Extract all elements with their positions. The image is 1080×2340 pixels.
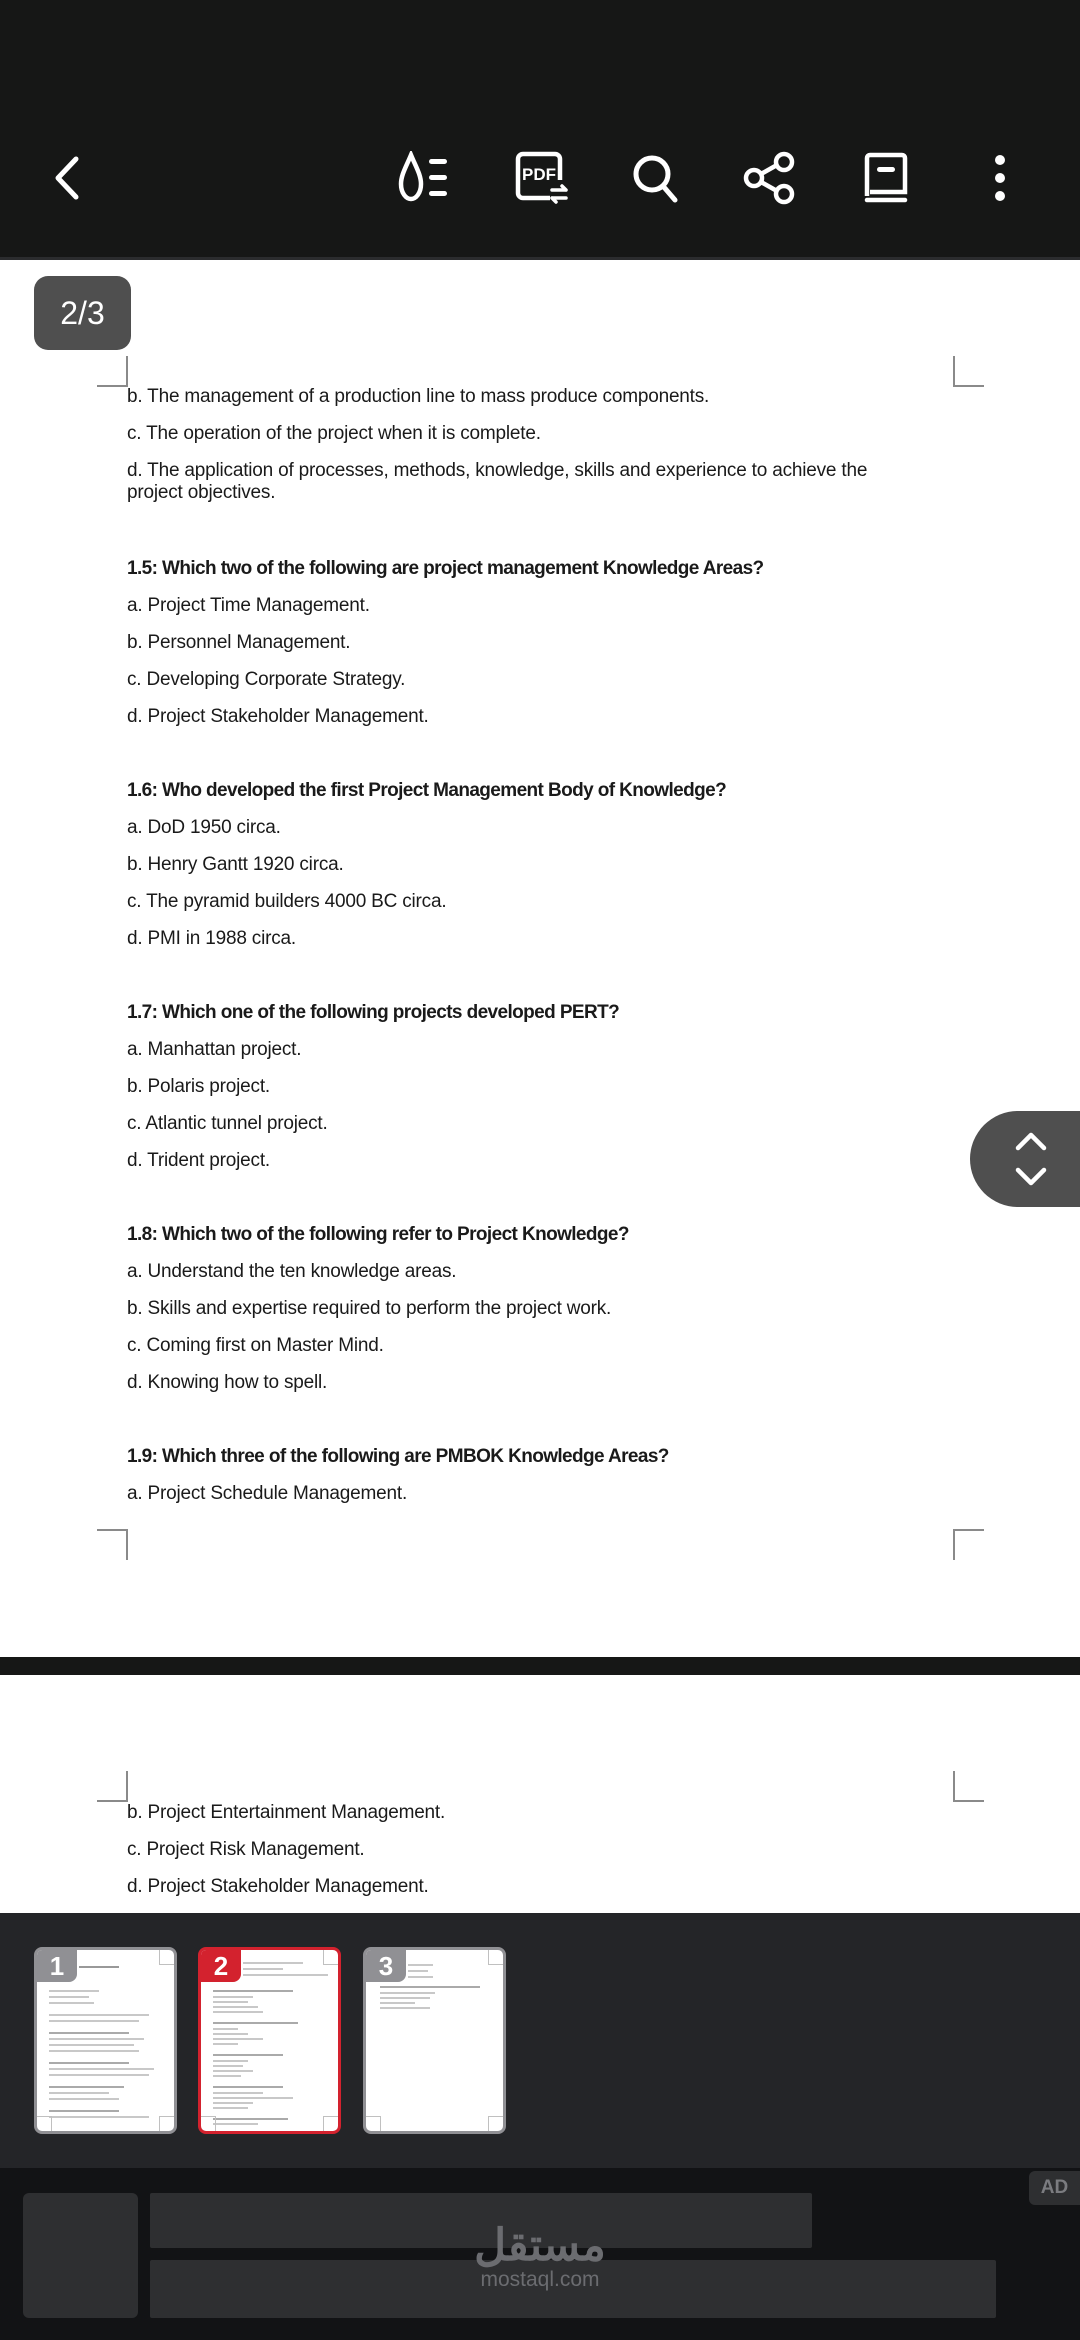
question-title: 1.5: Which two of the following are project management Knowledge Areas?: [127, 558, 764, 579]
status-bar-area: [0, 0, 1080, 120]
answer-option: b. The management of a production line to mass produce components.: [127, 386, 710, 407]
page-separator: [0, 1657, 1080, 1675]
watermark-arabic: مستقل: [474, 2221, 606, 2270]
reading-mode-button[interactable]: [396, 146, 460, 210]
svg-text:PDF: PDF: [522, 165, 556, 184]
answer-option: b. Project Entertainment Management.: [127, 1802, 446, 1823]
crop-mark-top-right: [953, 1771, 984, 1802]
answer-option: b. Skills and expertise required to perform the project work.: [127, 1298, 612, 1319]
pdf-convert-icon: [512, 148, 572, 208]
ad-image-placeholder: [23, 2193, 138, 2318]
back-button[interactable]: [36, 146, 100, 210]
back-icon: [48, 153, 88, 203]
question-title: 1.7: Which one of the following projects developed PERT?: [127, 1002, 620, 1023]
ad-label: AD: [1029, 2171, 1080, 2205]
answer-option: d. Knowing how to spell.: [127, 1372, 328, 1393]
answer-option: c. Developing Corporate Strategy.: [127, 669, 406, 690]
share-button[interactable]: [738, 146, 802, 210]
answer-option: a. DoD 1950 circa.: [127, 817, 281, 838]
page-navigation-pill: [970, 1111, 1080, 1207]
more-options-button[interactable]: [968, 146, 1032, 210]
answer-option: c. Atlantic tunnel project.: [127, 1113, 328, 1134]
answer-option: a. Project Schedule Management.: [127, 1483, 408, 1504]
previous-page-button[interactable]: [1013, 1129, 1049, 1153]
answer-option: d. PMI in 1988 circa.: [127, 928, 296, 949]
page-indicator: 2/3: [34, 276, 131, 350]
question-title: 1.9: Which three of the following are PMBOK Knowledge Areas?: [127, 1446, 669, 1467]
answer-option: b. Henry Gantt 1920 circa.: [127, 854, 344, 875]
question-title: 1.6: Who developed the first Project Management Body of Knowledge?: [127, 780, 727, 801]
answer-option: d. Project Stakeholder Management.: [127, 706, 429, 727]
crop-mark-top-left: [97, 356, 128, 387]
answer-option: d. The application of processes, methods, knowledge, skills and experience to achieve the project objectives.: [127, 460, 868, 503]
watermark-url: mostaql.com: [480, 2268, 600, 2291]
more-options-icon: [990, 150, 1010, 206]
thumbnail-page-2[interactable]: [198, 1947, 341, 2134]
answer-option: b. Personnel Management.: [127, 632, 351, 653]
answer-option: d. Project Stakeholder Management.: [127, 1876, 429, 1897]
thumbnail-page-3[interactable]: [363, 1947, 506, 2134]
answer-option: a. Project Time Management.: [127, 595, 370, 616]
next-page-button[interactable]: [1013, 1165, 1049, 1189]
answer-option: b. Polaris project.: [127, 1076, 270, 1097]
reading-mode-icon: [398, 151, 458, 205]
crop-mark-bottom-left: [97, 1529, 128, 1560]
crop-mark-bottom-right: [953, 1529, 984, 1560]
book-view-icon: [861, 150, 911, 206]
crop-mark-top-right: [953, 356, 984, 387]
answer-option: d. Trident project.: [127, 1150, 270, 1171]
answer-option: c. The pyramid builders 4000 BC circa.: [127, 891, 447, 912]
thumbnail-number: 2: [201, 1950, 241, 1982]
answer-option: a. Manhattan project.: [127, 1039, 302, 1060]
watermark: [440, 2221, 640, 2292]
search-button[interactable]: [624, 146, 688, 210]
share-icon: [742, 150, 798, 206]
book-view-button[interactable]: [854, 146, 918, 210]
thumbnail-page-1[interactable]: [34, 1947, 177, 2134]
pdf-convert-button[interactable]: [510, 146, 574, 210]
chevron-up-icon: [1013, 1129, 1049, 1153]
thumbnail-number: 1: [37, 1950, 77, 1982]
chevron-down-icon: [1013, 1165, 1049, 1189]
search-icon: [628, 150, 684, 206]
crop-mark-top-left: [97, 1771, 128, 1802]
answer-option: c. The operation of the project when it is complete.: [127, 423, 541, 444]
answer-option: c. Coming first on Master Mind.: [127, 1335, 384, 1356]
answer-option: c. Project Risk Management.: [127, 1839, 365, 1860]
answer-option: a. Understand the ten knowledge areas.: [127, 1261, 457, 1282]
thumbnail-number: 3: [366, 1950, 406, 1982]
question-title: 1.8: Which two of the following refer to Project Knowledge?: [127, 1224, 629, 1245]
